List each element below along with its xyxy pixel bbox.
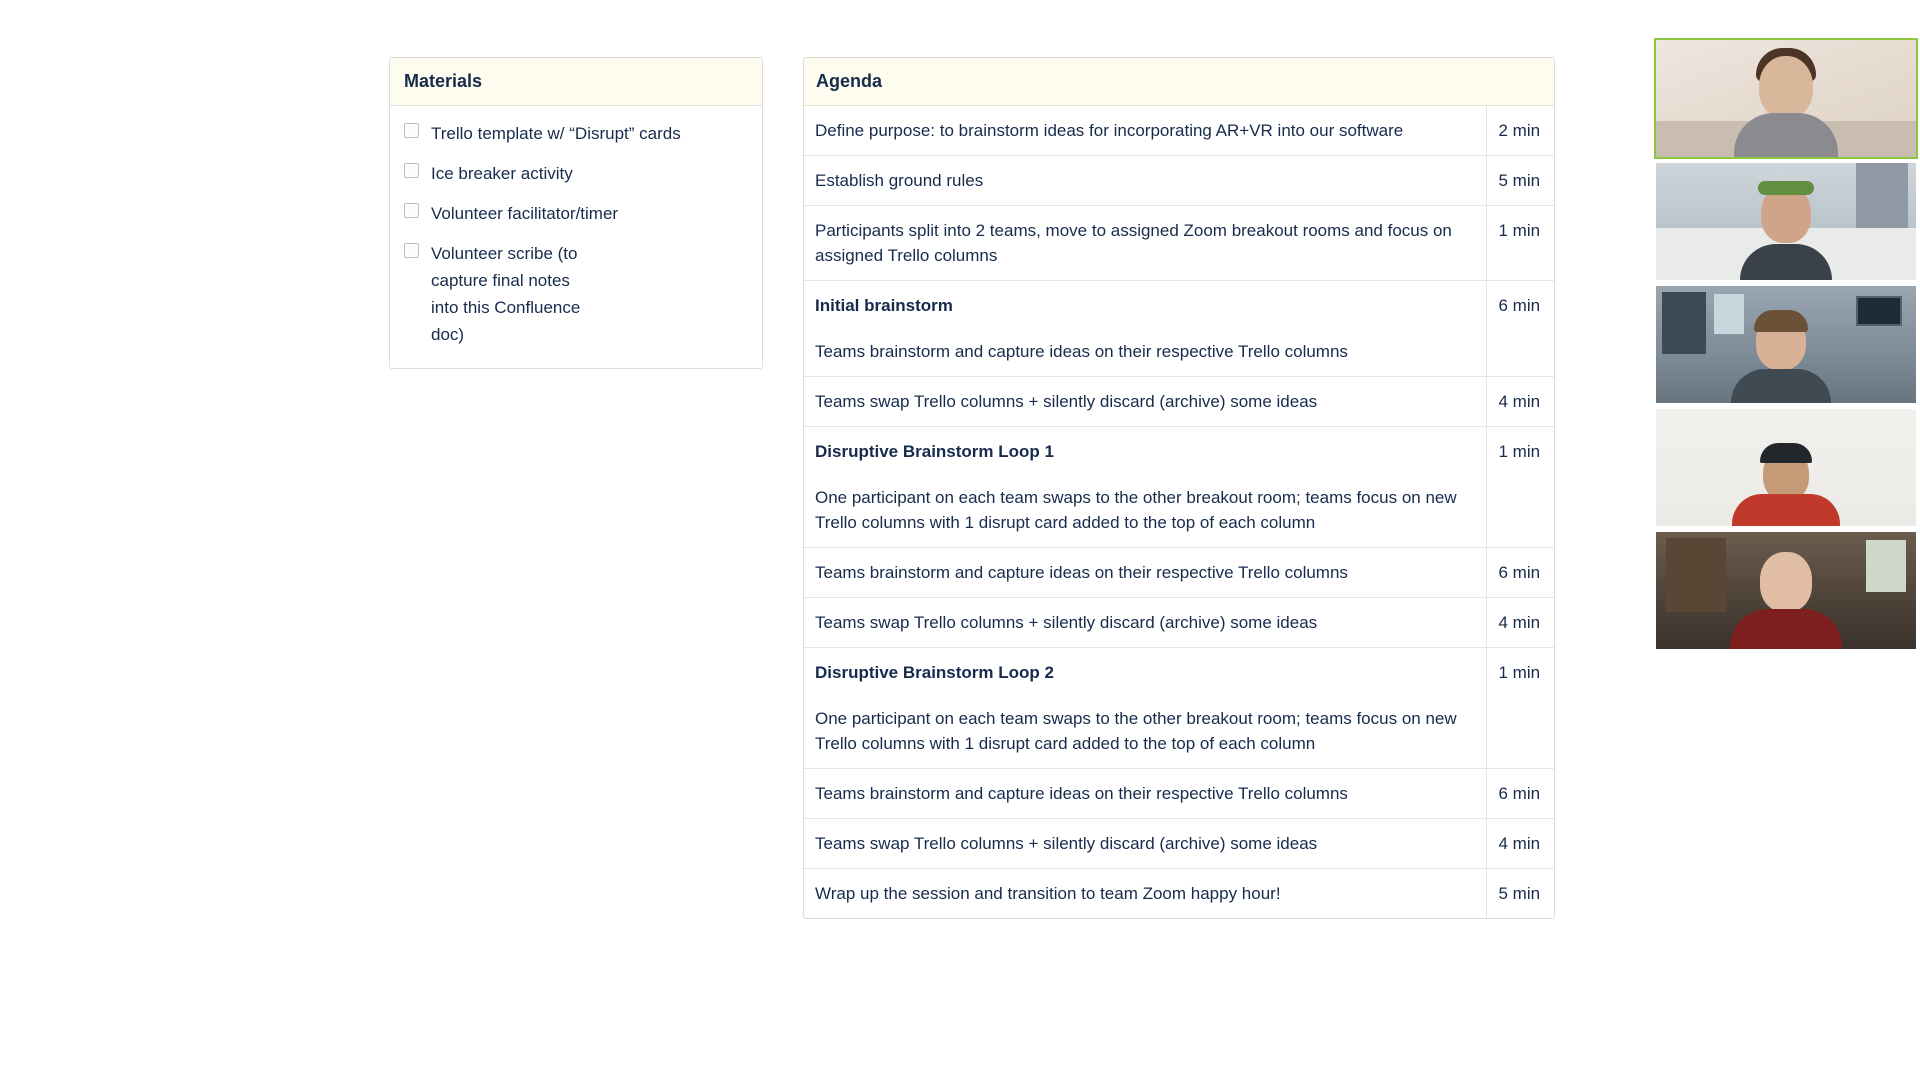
agenda-duration-cell: 5 min	[1486, 156, 1554, 206]
checklist-item[interactable]	[404, 240, 748, 348]
checklist-item[interactable]	[404, 200, 748, 227]
agenda-duration-cell: 6 min	[1486, 281, 1554, 377]
agenda-task-text: Teams swap Trello columns + silently discard (archive) some ideas	[815, 392, 1318, 411]
video-tile-participant-2[interactable]	[1654, 161, 1918, 282]
checklist-item-label: Volunteer facilitator/timer	[431, 204, 619, 223]
agenda-duration-cell: 5 min	[1486, 869, 1554, 919]
table-row	[804, 598, 1554, 648]
agenda-duration-cell: 1 min	[1486, 648, 1554, 769]
agenda-task-text: Teams brainstorm and capture ideas on their respective Trello columns	[815, 563, 1348, 582]
participant-video-feed	[1656, 163, 1916, 280]
video-tile-participant-1[interactable]	[1654, 38, 1918, 159]
agenda-section-title: Disruptive Brainstorm Loop 1	[815, 442, 1054, 461]
agenda-task-text: One participant on each team swaps to the other breakout room; teams focus on new Trello columns with 1 disrupt card added to the top of each column	[815, 709, 1457, 753]
agenda-title: Agenda	[804, 58, 1554, 106]
agenda-task-cell	[804, 377, 1486, 427]
agenda-task-text: Teams swap Trello columns + silently discard (archive) some ideas	[815, 613, 1318, 632]
agenda-task-cell	[804, 819, 1486, 869]
agenda-duration-cell: 4 min	[1486, 819, 1554, 869]
checklist-item-label: Trello template w/ “Disrupt” cards	[431, 124, 681, 143]
agenda-task-text: Participants split into 2 teams, move to assigned Zoom breakout rooms and focus on assigned Trello columns	[815, 221, 1452, 265]
agenda-section-title: Initial brainstorm	[815, 296, 953, 315]
agenda-section-title: Disruptive Brainstorm Loop 2	[815, 663, 1054, 682]
agenda-task-cell	[804, 156, 1486, 206]
participant-video-feed	[1656, 532, 1916, 649]
checklist-item-label: Volunteer scribe (to capture final notes into this Confluence doc)	[431, 244, 581, 344]
agenda-task-text: Define purpose: to brainstorm ideas for incorporating AR+VR into our software	[815, 121, 1404, 140]
table-row	[804, 548, 1554, 598]
checkbox-icon[interactable]	[404, 243, 419, 258]
materials-panel	[389, 57, 763, 369]
agenda-panel	[803, 57, 1555, 919]
materials-title: Materials	[390, 58, 762, 106]
video-participant-strip	[1654, 38, 1920, 653]
video-tile-participant-4[interactable]	[1654, 407, 1918, 528]
agenda-duration-cell: 1 min	[1486, 206, 1554, 281]
table-row	[804, 819, 1554, 869]
agenda-duration-cell: 4 min	[1486, 377, 1554, 427]
participant-video-feed	[1656, 286, 1916, 403]
video-tile-participant-5[interactable]	[1654, 530, 1918, 651]
checkbox-icon[interactable]	[404, 163, 419, 178]
agenda-task-text: Teams brainstorm and capture ideas on their respective Trello columns	[815, 784, 1348, 803]
checklist-item-label: Ice breaker activity	[431, 164, 573, 183]
agenda-table	[804, 106, 1554, 918]
checkbox-icon[interactable]	[404, 123, 419, 138]
participant-video-feed	[1656, 409, 1916, 526]
table-row	[804, 106, 1554, 156]
agenda-task-cell	[804, 648, 1486, 769]
video-tile-participant-3[interactable]	[1654, 284, 1918, 405]
materials-checklist	[390, 106, 762, 368]
agenda-duration-cell: 6 min	[1486, 769, 1554, 819]
table-row	[804, 156, 1554, 206]
agenda-task-cell	[804, 427, 1486, 548]
table-row	[804, 769, 1554, 819]
agenda-task-text: Establish ground rules	[815, 171, 984, 190]
agenda-duration-cell: 4 min	[1486, 598, 1554, 648]
agenda-task-cell	[804, 106, 1486, 156]
agenda-task-cell	[804, 769, 1486, 819]
checklist-item[interactable]	[404, 160, 748, 187]
agenda-duration-cell: 1 min	[1486, 427, 1554, 548]
participant-video-feed	[1656, 40, 1916, 157]
agenda-task-cell	[804, 548, 1486, 598]
table-row	[804, 281, 1554, 377]
table-row	[804, 427, 1554, 548]
agenda-task-cell	[804, 598, 1486, 648]
table-row	[804, 206, 1554, 281]
table-row	[804, 648, 1554, 769]
checklist-item[interactable]	[404, 120, 748, 147]
agenda-task-text: One participant on each team swaps to the other breakout room; teams focus on new Trello columns with 1 disrupt card added to the top of each column	[815, 488, 1457, 532]
table-row	[804, 377, 1554, 427]
agenda-duration-cell: 6 min	[1486, 548, 1554, 598]
agenda-task-cell	[804, 206, 1486, 281]
table-row	[804, 869, 1554, 919]
agenda-task-text: Teams swap Trello columns + silently discard (archive) some ideas	[815, 834, 1318, 853]
agenda-task-cell	[804, 281, 1486, 377]
agenda-duration-cell: 2 min	[1486, 106, 1554, 156]
agenda-task-text: Teams brainstorm and capture ideas on their respective Trello columns	[815, 342, 1348, 361]
checkbox-icon[interactable]	[404, 203, 419, 218]
agenda-task-cell	[804, 869, 1486, 919]
agenda-task-text: Wrap up the session and transition to team Zoom happy hour!	[815, 884, 1281, 903]
